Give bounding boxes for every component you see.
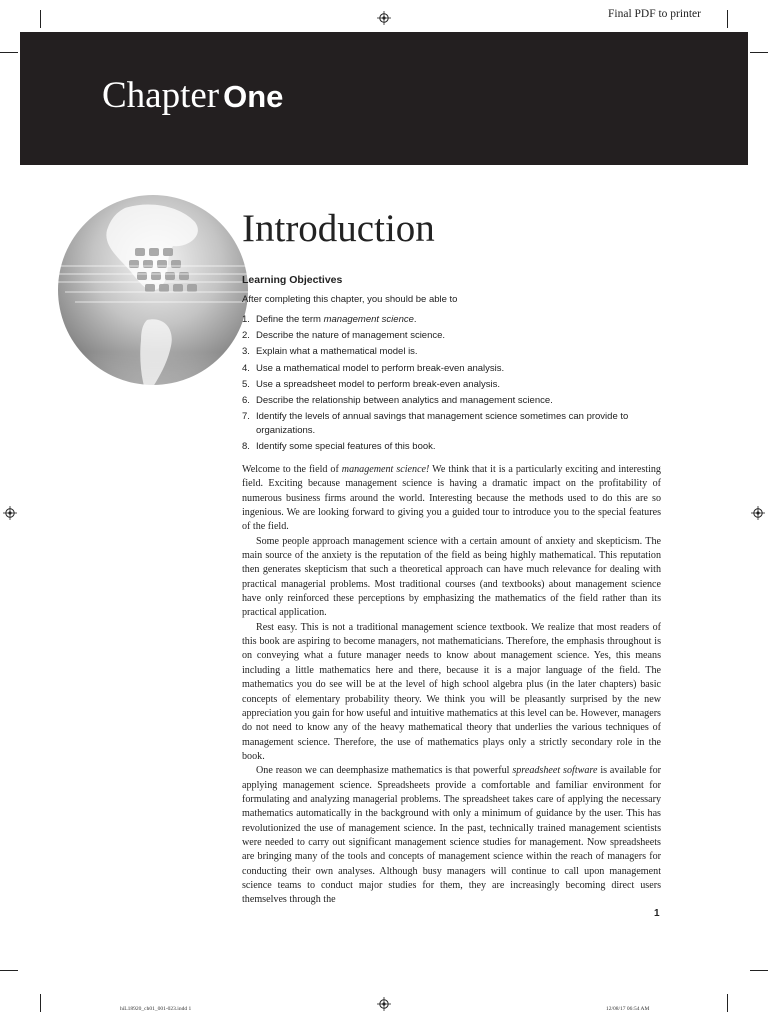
footer-timestamp: 12/08/17 06:54 AM — [606, 1006, 650, 1012]
crop-mark — [0, 970, 18, 971]
list-item: 3. Explain what a mathematical model is. — [242, 346, 418, 358]
paragraph: Some people approach management science with a certain amount of anxiety and skepticism. The main source of the anxiety is the reputation of the field as being highly mathematical. This reputation then generates skepticism that such a theoretical approach can have much relevance for dealing with practical managerial problems. Most traditional courses (and textbooks) about management science have only reinforced these perceptions by emphasizing the mathematics of the field rather than its practical application. — [242, 535, 661, 619]
chapter-number: One — [223, 79, 284, 114]
list-item: 4. Use a mathematical model to perform break-even analysis. — [242, 362, 505, 374]
chapter-word: Chapter — [102, 75, 220, 116]
globe-illustration — [55, 170, 255, 430]
list-item: 8. Identify some special features of this book. — [242, 441, 436, 453]
crop-mark — [0, 52, 18, 53]
paragraph: One reason we can deemphasize mathematics is that powerful spreadsheet software is available for applying management science. Spreadsheets provide a comfortable and familiar environment for formulating and analyzing managerial problems. The spreadsheet takes care of applying the necessary mathematics automatically in the background with only a minimum of guidance by the user. This has revolutionized the use of management science. In the past, technically trained management scientists were needed to carry out significant management science studies for management. Now spreadsheets are bringing many of the tools and concepts of management science within the reach of managers for conducting their own analyses. Although busy managers will continue to call upon management science teams to conduct major studies for them, they are increasingly becoming direct users themselves through the — [242, 765, 662, 906]
registration-mark-icon — [3, 506, 17, 520]
crop-mark — [40, 10, 41, 28]
chapter-title: Introduction — [242, 207, 435, 250]
list-item: 1. Define the term management science. — [242, 314, 417, 325]
learning-objectives-intro: After completing this chapter, you should be able to — [242, 294, 458, 305]
page-number: 1 — [654, 908, 660, 919]
registration-mark-icon — [377, 997, 391, 1011]
list-item: 7. Identify the levels of annual savings that management science sometimes can provide to organizations. — [242, 411, 629, 437]
crop-mark — [40, 994, 41, 1012]
learning-objectives-list — [242, 313, 662, 457]
paragraph: Rest easy. This is not a traditional management science textbook. We realize that most readers of this book are aspiring to become managers, not mathematicians. Therefore, the emphasis throughout is on conveying what a future manager needs to know about management science. Yes, this means including a little mathematics here and there, because it is a major language of the field. The mathematics you do see will be at the level of high school algebra plus (in the later chapters) basic concepts of elementary probability theory. We think you will be pleasantly surprised by the new appreciation you gain for how useful and intuitive mathematics at this level can be. However, managers do not need to know any of the heavy mathematical theory that underlies the various techniques of management science. Therefore, the use of mathematics plays only a strictly secondary role in the book. — [242, 621, 661, 762]
learning-objectives-heading: Learning Objectives — [242, 274, 343, 286]
list-item: 2. Describe the nature of management science. — [242, 330, 446, 342]
registration-mark-icon — [377, 11, 391, 25]
paragraph: Welcome to the field of management science! We think that it is a particularly exciting and interesting field. Exciting because management science is having a dramatic impact on the profitability of numerous business firms around the world. Interesting because the methods used to do this are so ingenious. We are looking forward to giving you a guided tour to introduce you to the special features of the field. — [242, 464, 661, 533]
registration-mark-icon — [751, 506, 765, 520]
footer-file-name: hiL18920_ch01_001-023.indd 1 — [120, 1006, 192, 1012]
list-item: 5. Use a spreadsheet model to perform break-even analysis. — [242, 378, 500, 390]
crop-mark — [750, 52, 768, 53]
crop-mark — [727, 994, 728, 1012]
printer-note: Final PDF to printer — [608, 8, 701, 20]
crop-mark — [727, 10, 728, 28]
list-item: 6. Describe the relationship between analytics and management science. — [242, 394, 553, 406]
body-text — [242, 463, 661, 908]
crop-mark — [750, 970, 768, 971]
chapter-heading — [102, 74, 283, 117]
